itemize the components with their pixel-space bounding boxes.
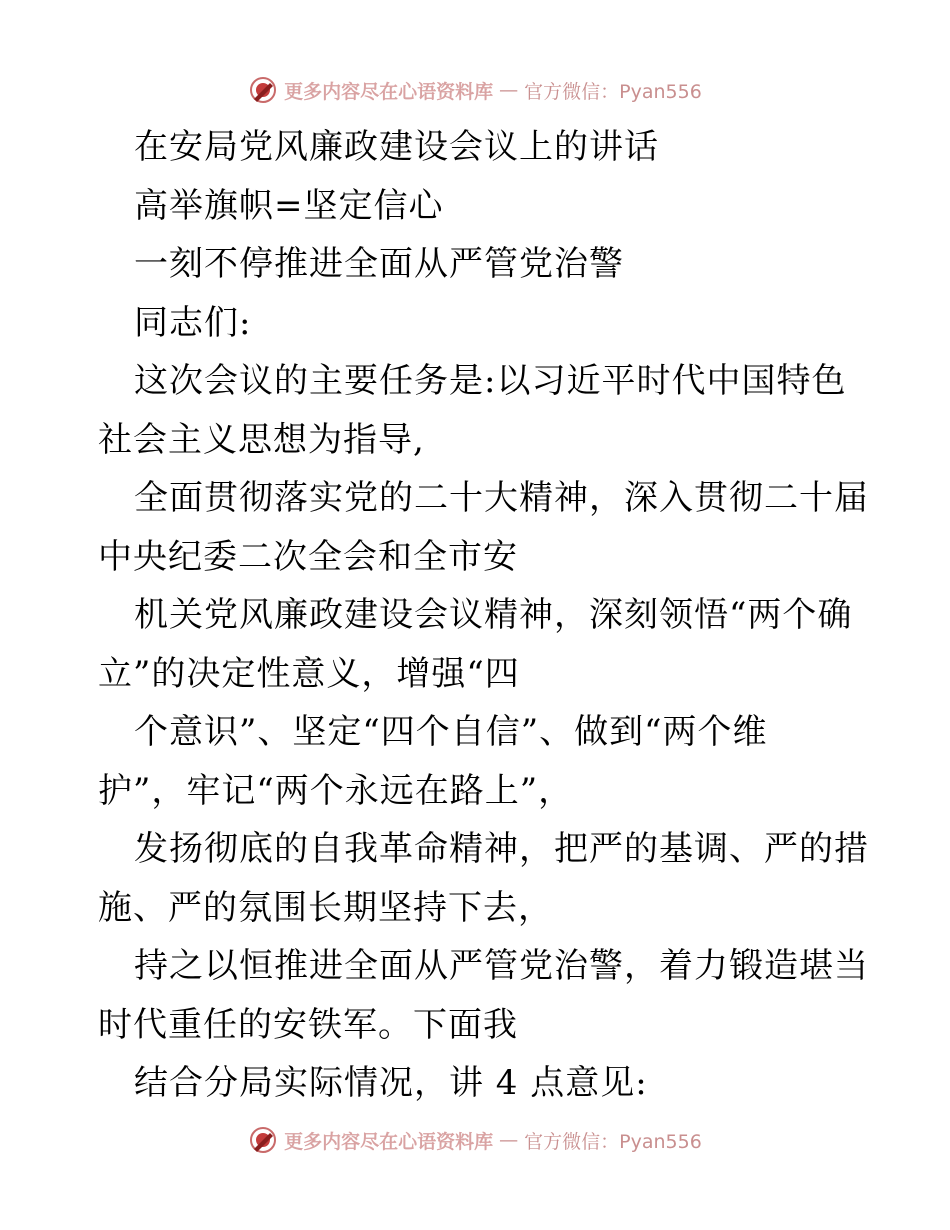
doc-line: 发扬彻底的自我革命精神，把严的基调、严的措: [134, 829, 869, 869]
document-body: [98, 118, 869, 1113]
doc-line: 时代重任的安铁军。下面我: [98, 1004, 518, 1045]
pen-logo-icon: [248, 75, 278, 105]
banner-main-text: 更多内容尽在心语资料库: [284, 80, 494, 103]
doc-line: 个意识”、坚定“四个自信”、做到“两个维: [134, 712, 768, 752]
banner-wechat-text: 官方微信：Pyan556: [524, 1130, 702, 1153]
header-watermark-banner: [0, 70, 950, 110]
doc-line: 全面贯彻落实党的二十大精神，深入贯彻二十届: [134, 478, 869, 518]
doc-subtitle: 高举旗帜=坚定信心: [134, 185, 444, 226]
doc-line: 机关党风廉政建设会议精神，深刻领悟“两个确: [134, 595, 853, 635]
doc-line: 这次会议的主要任务是:以习近平时代中国特色: [134, 361, 847, 401]
doc-line: 中央纪委二次全会和全市安: [98, 536, 518, 577]
banner-separator: —: [499, 1129, 519, 1151]
doc-line: 社会主义思想为指导,: [98, 419, 425, 460]
doc-subtitle-2: 一刻不停推进全面从严管党治警: [134, 244, 624, 284]
banner-main-text: 更多内容尽在心语资料库: [284, 1130, 494, 1153]
footer-watermark-banner: [0, 1120, 950, 1160]
doc-line: 结合分局实际情况，讲 4 点意见:: [134, 1063, 648, 1103]
doc-line: 施、严的氛围长期坚持下去，: [98, 887, 553, 928]
doc-line: 持之以恒推进全面从严管党治警，着力锻造堪当: [134, 946, 869, 986]
banner-wechat-text: 官方微信：Pyan556: [524, 80, 702, 103]
pen-logo-icon: [248, 1125, 278, 1155]
doc-line: 立”的决定性意义，增强“四: [98, 653, 520, 694]
doc-salutation: 同志们:: [134, 302, 252, 343]
doc-title: 在安局党风廉政建设会议上的讲话: [134, 127, 659, 167]
doc-line: 护”，牢记“两个永远在路上”，: [98, 770, 574, 811]
banner-separator: —: [499, 79, 519, 101]
